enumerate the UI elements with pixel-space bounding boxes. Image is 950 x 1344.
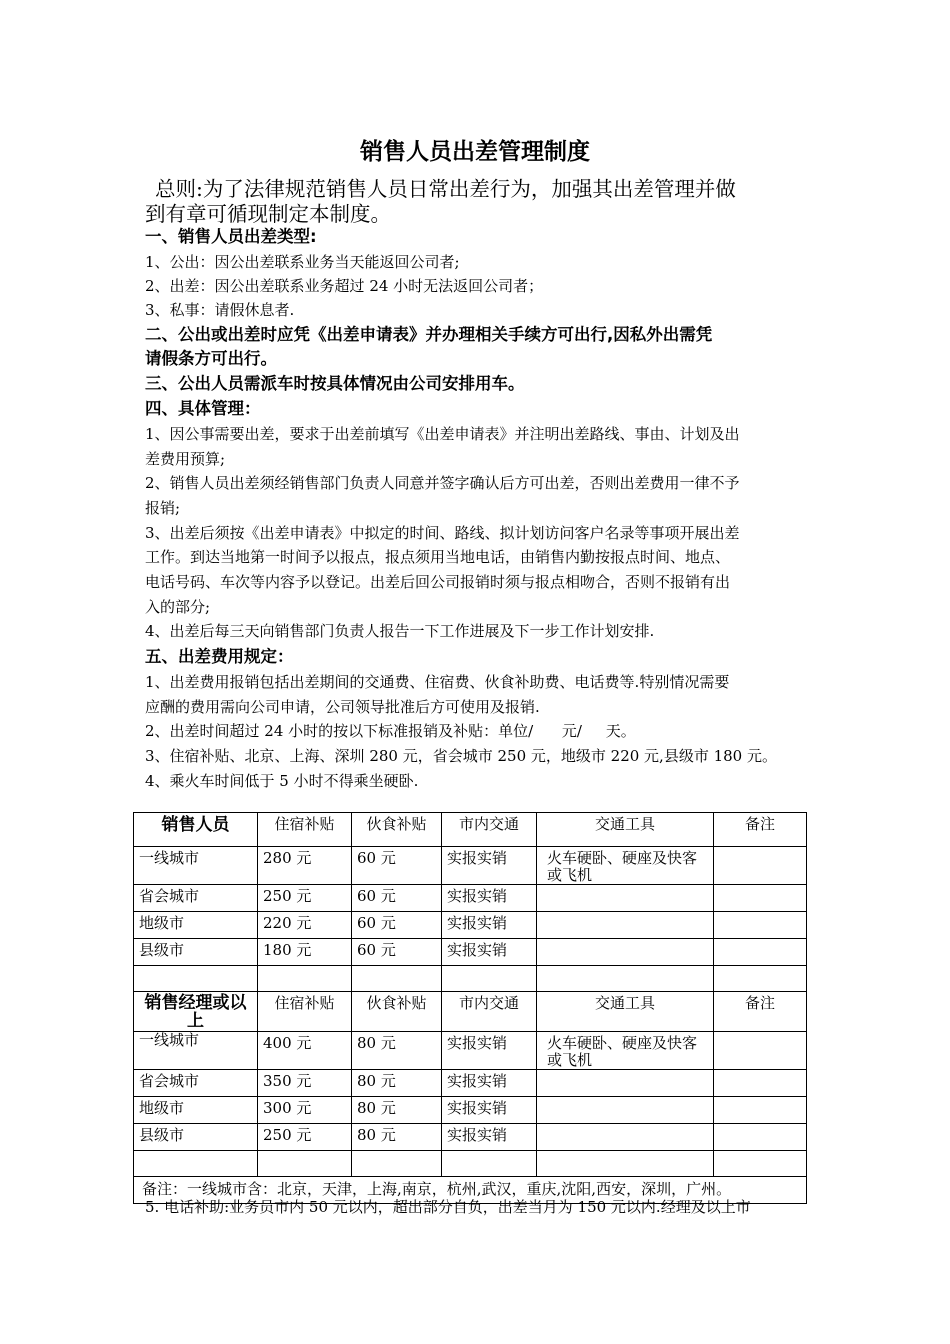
- table-cell: 一线城市: [134, 1032, 258, 1070]
- paragraph-line: 3、私事：请假休息者.: [145, 301, 295, 319]
- table-cell: 60 元: [352, 912, 442, 939]
- table-cell: 400 元: [258, 1032, 352, 1070]
- paragraph-line: 入的部分;: [145, 598, 211, 616]
- table-cell: 省会城市: [134, 1070, 258, 1097]
- group-label: 销售经理或以上: [134, 992, 258, 1032]
- paragraph-line: 2、销售人员出差须经销售部门负责人同意并签字确认后方可出差，否则出差费用一律不予: [145, 474, 740, 492]
- header-cell: 备注: [714, 813, 807, 847]
- table-cell: 实报实销: [442, 1097, 537, 1124]
- table-cell: 实报实销: [442, 885, 537, 912]
- header-cell: 交通工具: [537, 813, 714, 847]
- paragraph-line: 1、出差费用报销包括出差期间的交通费、住宿费、伙食补助费、电话费等.特别情况需要: [145, 673, 730, 691]
- table-cell: 250 元: [258, 1124, 352, 1151]
- paragraph-line: 1、公出：因公出差联系业务当天能返回公司者;: [145, 253, 460, 271]
- table-row: [134, 1032, 807, 1070]
- table-cell: [714, 1124, 807, 1151]
- intro-line: 总则:为了法律规范销售人员日常出差行为，加强其出差管理并做: [155, 177, 736, 201]
- table-cell: [714, 1097, 807, 1124]
- table-cell: 250 元: [258, 885, 352, 912]
- empty-cell: [714, 966, 807, 992]
- paragraph-line: 3、出差后须按《出差申请表》中拟定的时间、路线、拟计划访问客户名录等事项开展出差: [145, 524, 740, 542]
- paragraph-line: 3、住宿补贴、北京、上海、深圳 280 元，省会城市 250 元，地级市 220 元,县级市 180 元。: [145, 747, 777, 765]
- group-label: 销售人员: [134, 813, 258, 847]
- paragraph-line: 4、出差后每三天向销售部门负责人报告一下工作进展及下一步工作计划安排.: [145, 622, 655, 640]
- table-cell: [537, 912, 714, 939]
- allowance-table: [133, 812, 807, 1204]
- table-spacer-row: [134, 1151, 807, 1177]
- table-cell: [714, 912, 807, 939]
- table-cell: 火车硬卧、硬座及快客或飞机: [537, 1032, 714, 1070]
- paragraph-line: 工作。到达当地第一时间予以报点，报点须用当地电话，由销售内勤按报点时间、地点、: [145, 548, 731, 566]
- empty-cell: [134, 1151, 258, 1177]
- header-cell: 市内交通: [442, 813, 537, 847]
- empty-cell: [352, 1151, 442, 1177]
- table-cell: [537, 885, 714, 912]
- header-cell: 住宿补贴: [258, 992, 352, 1032]
- section-heading: 五、出差费用规定：: [145, 647, 294, 666]
- table-cell: [714, 885, 807, 912]
- table-cell: 实报实销: [442, 912, 537, 939]
- table-cell: 火车硬卧、硬座及快客或飞机: [537, 847, 714, 885]
- table-cell: [537, 1097, 714, 1124]
- table-cell: 实报实销: [442, 847, 537, 885]
- section-heading: 三、公出人员需派车时按具体情况由公司安排用车。: [145, 374, 525, 393]
- paragraph-line: 2、出差：因公出差联系业务超过 24 小时无法返回公司者；: [145, 277, 544, 295]
- table-cell: 80 元: [352, 1124, 442, 1151]
- table-cell: 60 元: [352, 939, 442, 966]
- header-cell: 市内交通: [442, 992, 537, 1032]
- table-cell: 一线城市: [134, 847, 258, 885]
- table-cell: 地级市: [134, 1097, 258, 1124]
- table-cell: [537, 939, 714, 966]
- table-row: [134, 1097, 807, 1124]
- table-row: [134, 912, 807, 939]
- empty-cell: [134, 966, 258, 992]
- table-cell: 实报实销: [442, 939, 537, 966]
- header-cell: 交通工具: [537, 992, 714, 1032]
- empty-cell: [537, 966, 714, 992]
- table-cell: 180 元: [258, 939, 352, 966]
- table-cell: 300 元: [258, 1097, 352, 1124]
- table-header-row: [134, 813, 807, 847]
- table-cell: [714, 1032, 807, 1070]
- empty-cell: [714, 1151, 807, 1177]
- table-row: [134, 885, 807, 912]
- paragraph-line: 电话号码、车次等内容予以登记。出差后回公司报销时须与报点相吻合，否则不报销有出: [145, 573, 731, 591]
- table-note: 备注：一线城市含：北京，天津，上海,南京，杭州,武汉，重庆,沈阳,西安，深圳，广州。: [134, 1177, 807, 1204]
- section-heading: 一、销售人员出差类型:: [145, 227, 317, 246]
- table-cell: 60 元: [352, 847, 442, 885]
- header-cell: 伙食补贴: [352, 992, 442, 1032]
- table-header-row: [134, 992, 807, 1032]
- table-cell: 县级市: [134, 1124, 258, 1151]
- table-cell: 地级市: [134, 912, 258, 939]
- table-cell: 220 元: [258, 912, 352, 939]
- paragraph-line: 1、因公事需要出差，要求于出差前填写《出差申请表》并注明出差路线、事由、计划及出: [145, 425, 740, 443]
- header-cell: 备注: [714, 992, 807, 1032]
- table-row: [134, 847, 807, 885]
- table-cell: 80 元: [352, 1097, 442, 1124]
- table-cell: [537, 1124, 714, 1151]
- paragraph-line: 2、出差时间超过 24 小时的按以下标准报销及补贴：单位/ 元/ 天。: [145, 722, 636, 740]
- page-title: 销售人员出差管理制度: [360, 139, 590, 165]
- table-cell: 280 元: [258, 847, 352, 885]
- table-row: [134, 1070, 807, 1097]
- empty-cell: [442, 1151, 537, 1177]
- paragraph-line: 4、乘火车时间低于 5 小时不得乘坐硬卧.: [145, 772, 419, 790]
- header-cell: 伙食补贴: [352, 813, 442, 847]
- paragraph-line: 5. 电话补助:业务员市内 50 元以内，超出部分自负，出差当月为 150 元以内.经理及以上市: [145, 1198, 751, 1216]
- empty-cell: [537, 1151, 714, 1177]
- table-row: [134, 939, 807, 966]
- section-heading: 四、具体管理：: [145, 399, 261, 418]
- table-cell: [714, 847, 807, 885]
- paragraph-line: 应酬的费用需向公司申请，公司领导批准后方可使用及报销.: [145, 698, 540, 716]
- header-cell: 住宿补贴: [258, 813, 352, 847]
- empty-cell: [442, 966, 537, 992]
- section-heading: 请假条方可出行。: [145, 349, 277, 368]
- table-cell: [714, 1070, 807, 1097]
- table-cell: 省会城市: [134, 885, 258, 912]
- table-cell: 实报实销: [442, 1070, 537, 1097]
- table-cell: 实报实销: [442, 1032, 537, 1070]
- empty-cell: [352, 966, 442, 992]
- paragraph-line: 差费用预算;: [145, 450, 226, 468]
- table-cell: 350 元: [258, 1070, 352, 1097]
- table-cell: [537, 1070, 714, 1097]
- table-row: [134, 1124, 807, 1151]
- intro-line: 到有章可循现制定本制度。: [145, 202, 391, 226]
- empty-cell: [258, 1151, 352, 1177]
- table-cell: 80 元: [352, 1032, 442, 1070]
- paragraph-line: 报销;: [145, 499, 181, 517]
- table-cell: 实报实销: [442, 1124, 537, 1151]
- table-cell: 80 元: [352, 1070, 442, 1097]
- table-cell: 60 元: [352, 885, 442, 912]
- table-cell: [714, 939, 807, 966]
- table-spacer-row: [134, 966, 807, 992]
- table-cell: 县级市: [134, 939, 258, 966]
- section-heading: 二、公出或出差时应凭《出差申请表》并办理相关手续方可出行,因私外出需凭: [145, 325, 713, 344]
- empty-cell: [258, 966, 352, 992]
